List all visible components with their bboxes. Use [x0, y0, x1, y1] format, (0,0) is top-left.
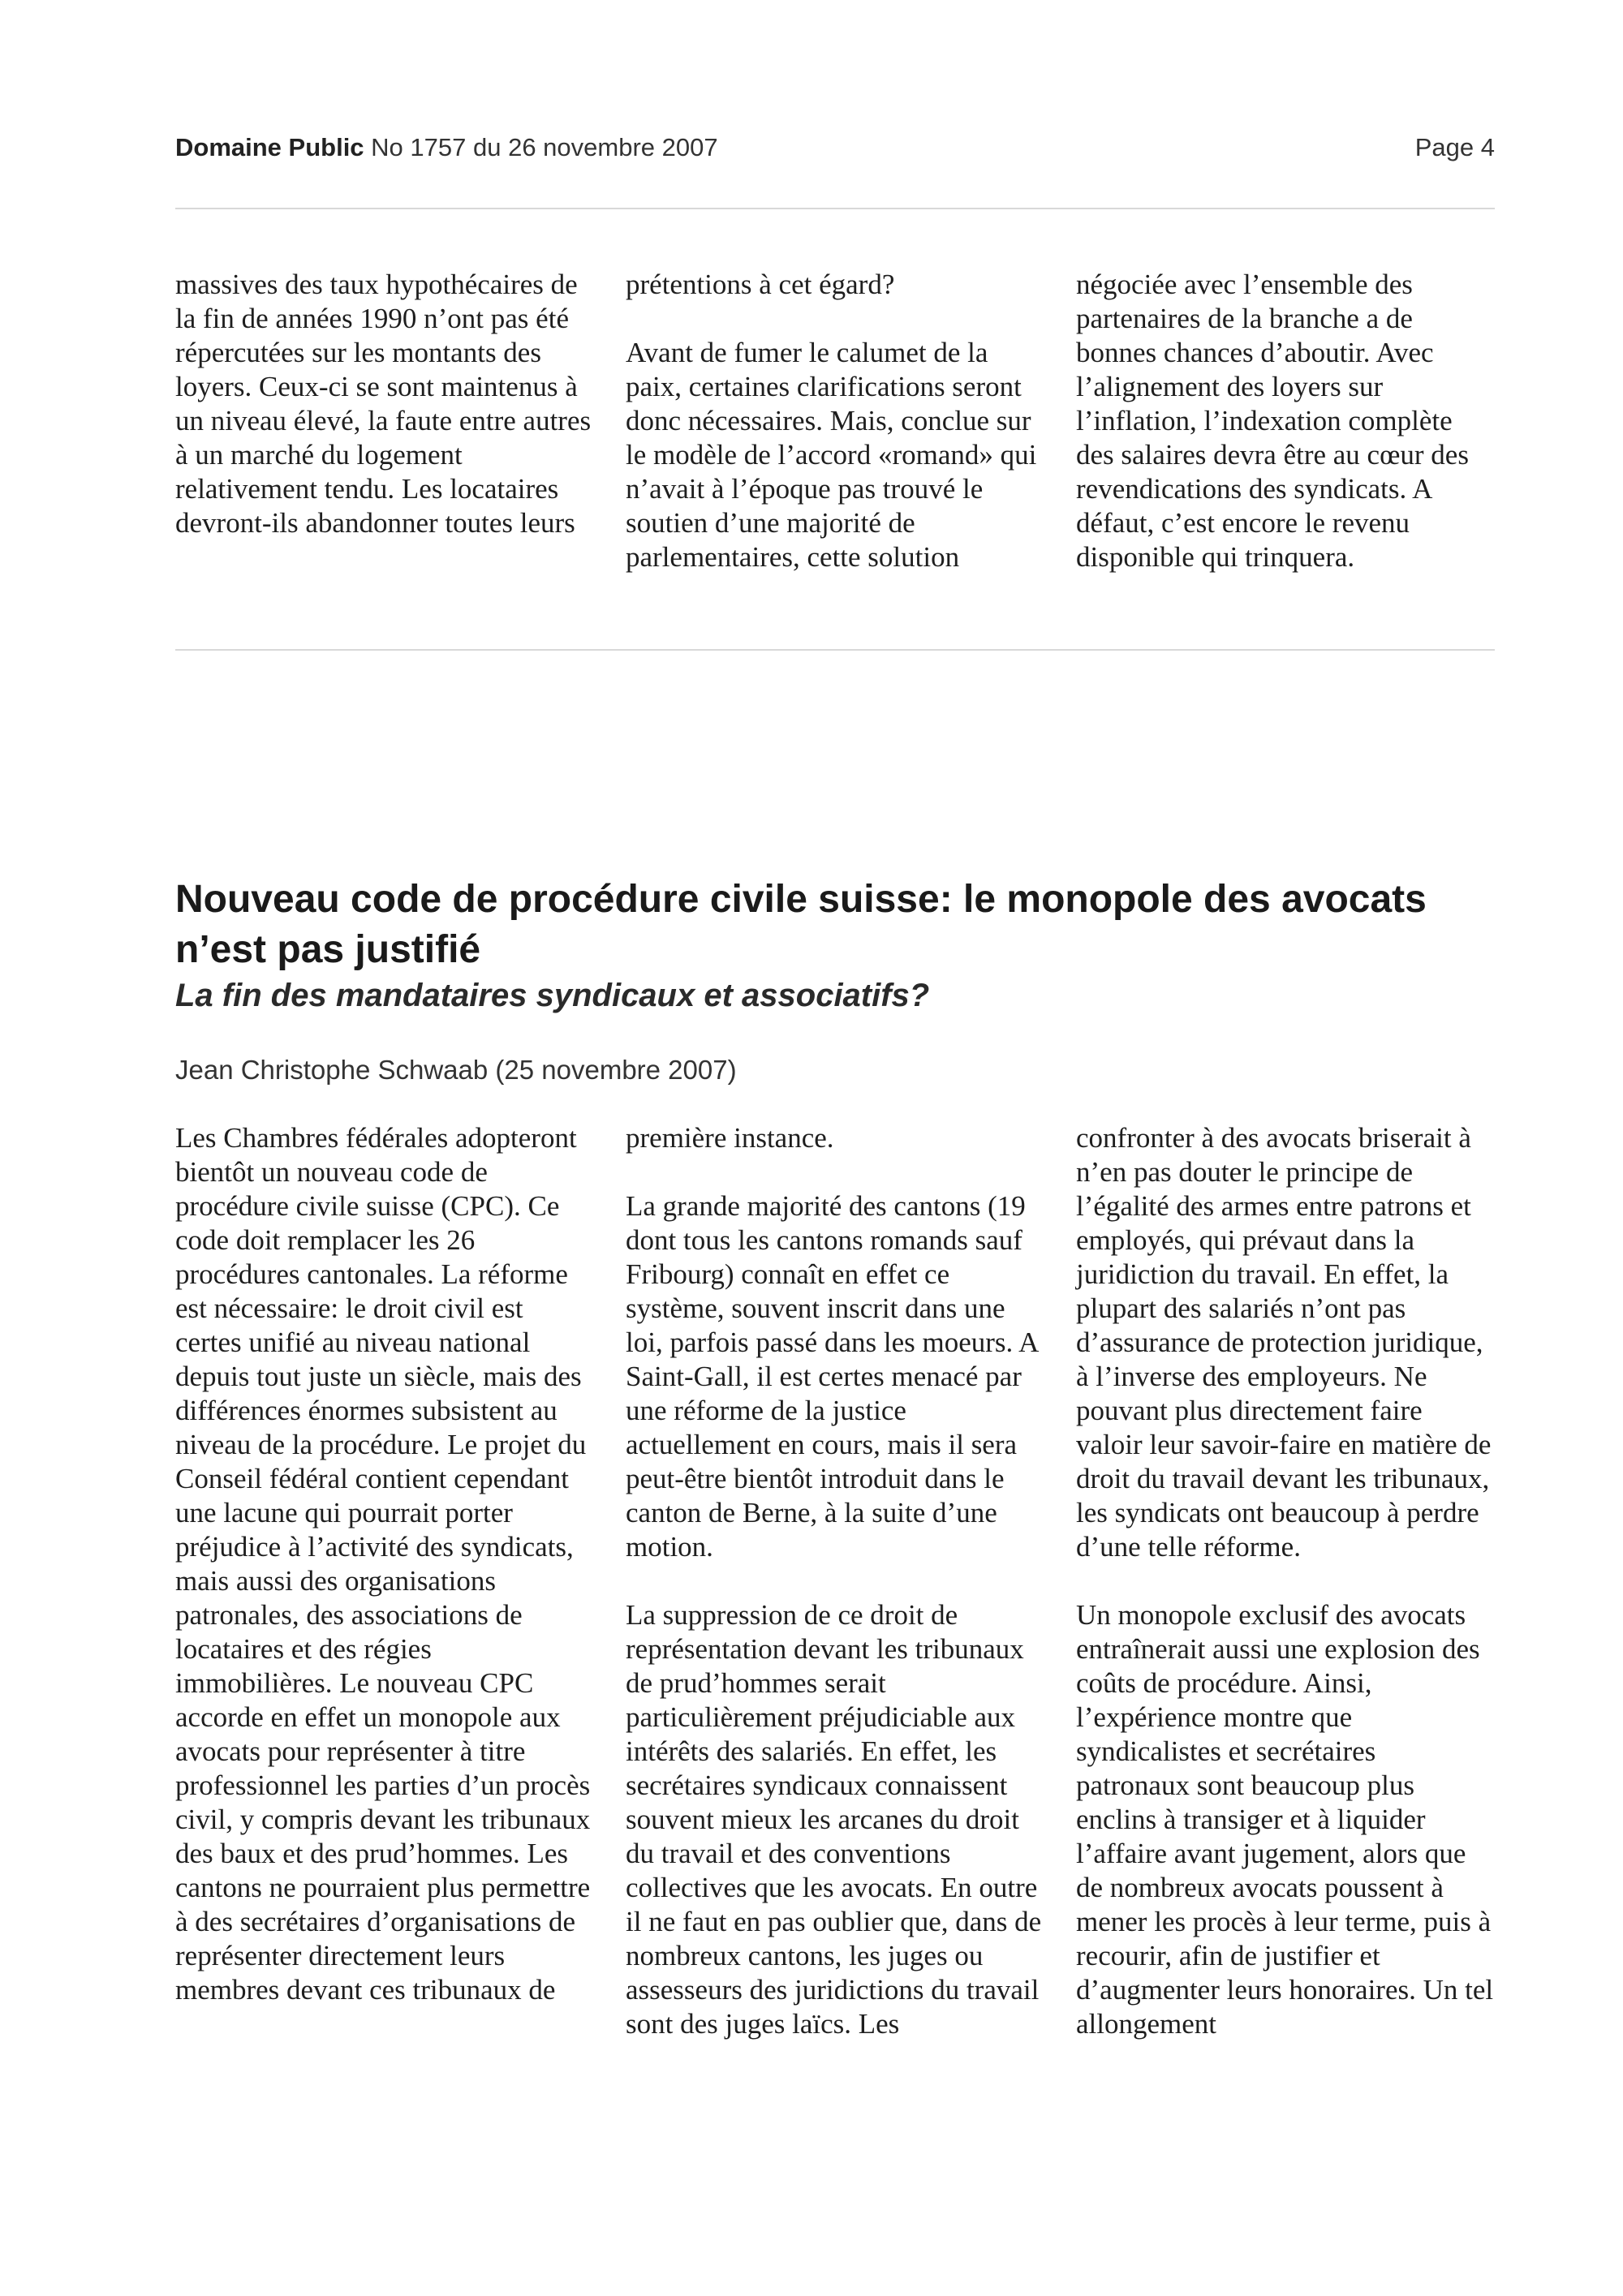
publication-name: Domaine Public — [175, 133, 364, 161]
paragraph: Un monopole exclusif des avocats entraînerait aussi une explosion des coûts de procédure. Ainsi, l’expérience montre que syndicalistes et secrétaires patronaux sont beaucoup plus enclins à transiger et à liquider l’affaire avant jugement, alors que de nombreux avocats poussent à mener les procès à leur terme, puis à recourir, afin de justifier et d’augmenter leurs honoraires. Un tel allongement — [1076, 1599, 1494, 2040]
paragraph: première instance. — [626, 1122, 834, 1154]
article-column-3 — [1076, 1121, 1495, 2041]
top-column-3 — [1076, 268, 1495, 574]
article-title: Nouveau code de procédure civile suisse: le monopole des avocats n’est pas justifié — [175, 878, 1427, 971]
article-subtitle: La fin des mandataires syndicaux et associatifs? — [175, 978, 930, 1013]
issue-info: No 1757 du 26 novembre 2007 — [371, 133, 718, 161]
paragraph: Les Chambres fédérales adopteront bientôt un nouveau code de procédure civile suisse (CPC). Ce code doit remplacer les 26 procédures cantonales. La réforme est nécessaire: le droit civil est certes unifié au niveau national depuis tout juste un siècle, mais des différences énormes subsistent au niveau de la procédure. Le projet du Conseil fédéral contient cependant une lacune qui pourrait porter préjudice à l’activité des syndicats, mais aussi des organisations patronales, des associations de locataires et des régies immobilières. Le nouveau CPC accorde en effet un monopole aux avocats pour représenter à titre professionnel les parties d’un procès civil, y compris devant les tribunaux des baux et des prud’hommes. Les cantons ne pourraient plus permettre à des secrétaires d’organisations de représenter directement leurs membres devant ces tribunaux de — [175, 1122, 591, 2006]
article-column-2 — [626, 1121, 1044, 2041]
paragraph: Avant de fumer le calumet de la paix, certaines clarifications seront donc nécessaires. Mais, conclue sur le modèle de l’accord «romand» qui n’avait à l’époque pas trouvé le soutien d’une majorité de parlementaires, cette solution — [626, 337, 1037, 573]
top-column-1 — [175, 268, 594, 574]
paragraph: confronter à des avocats briserait à n’en pas douter le principe de l’égalité des armes entre patrons et employés, qui prévaut dans la juridiction du travail. En effet, la plupart des salariés n’ont pas d’assurance de protection juridique, à l’inverse des employeurs. Ne pouvant plus directement faire valoir leur savoir-faire en matière de droit du travail devant les tribunaux, les syndicats ont beaucoup à perdre d’une telle réforme. — [1076, 1122, 1492, 1563]
paragraph: massives des taux hypothécaires de la fin de années 1990 n’ont pas été répercutées sur les montants des loyers. Ceux-ci se sont maintenus à un niveau élevé, la faute entre autres à un marché du logement relativement tendu. Les locataires devront-ils abandonner toutes leurs — [175, 269, 592, 539]
article-columns — [175, 1121, 1495, 2041]
page-number: Page 4 — [1414, 133, 1495, 161]
top-section-columns — [175, 268, 1495, 574]
article-column-1 — [175, 1121, 594, 2041]
section-divider — [175, 649, 1495, 651]
paragraph: négociée avec l’ensemble des partenaires de la branche a de bonnes chances d’aboutir. Avec l’alignement des loyers sur l’inflation, l’indexation complète des salaires devra être au cœur des revendications des syndicats. A défaut, c’est encore le revenu disponible qui trinquera. — [1076, 269, 1469, 573]
page-header — [175, 133, 1495, 162]
paragraph: prétentions à cet égard? — [626, 269, 895, 300]
article-byline: Jean Christophe Schwaab (25 novembre 2007) — [175, 1055, 737, 1085]
paragraph: La suppression de ce droit de représentation devant les tribunaux de prud’hommes serait particulièrement préjudiciable aux intérêts des salariés. En effet, les secrétaires syndicaux connaissent souvent mieux les arcanes du droit du travail et des conventions collectives que les avocats. En outre il ne faut en pas oublier que, dans de nombreux cantons, les juges ou assesseurs des juridictions du travail sont des juges laïcs. Les — [626, 1599, 1042, 2040]
header-divider — [175, 208, 1495, 209]
paragraph: La grande majorité des cantons (19 dont tous les cantons romands sauf Fribourg) connaît en effet ce système, souvent inscrit dans une loi, parfois passé dans les moeurs. A Saint-Gall, il est certes menacé par une réforme de la justice actuellement en cours, mais il sera peut-être bientôt introduit dans le canton de Berne, à la suite d’une motion. — [626, 1190, 1038, 1563]
top-column-2 — [626, 268, 1044, 574]
